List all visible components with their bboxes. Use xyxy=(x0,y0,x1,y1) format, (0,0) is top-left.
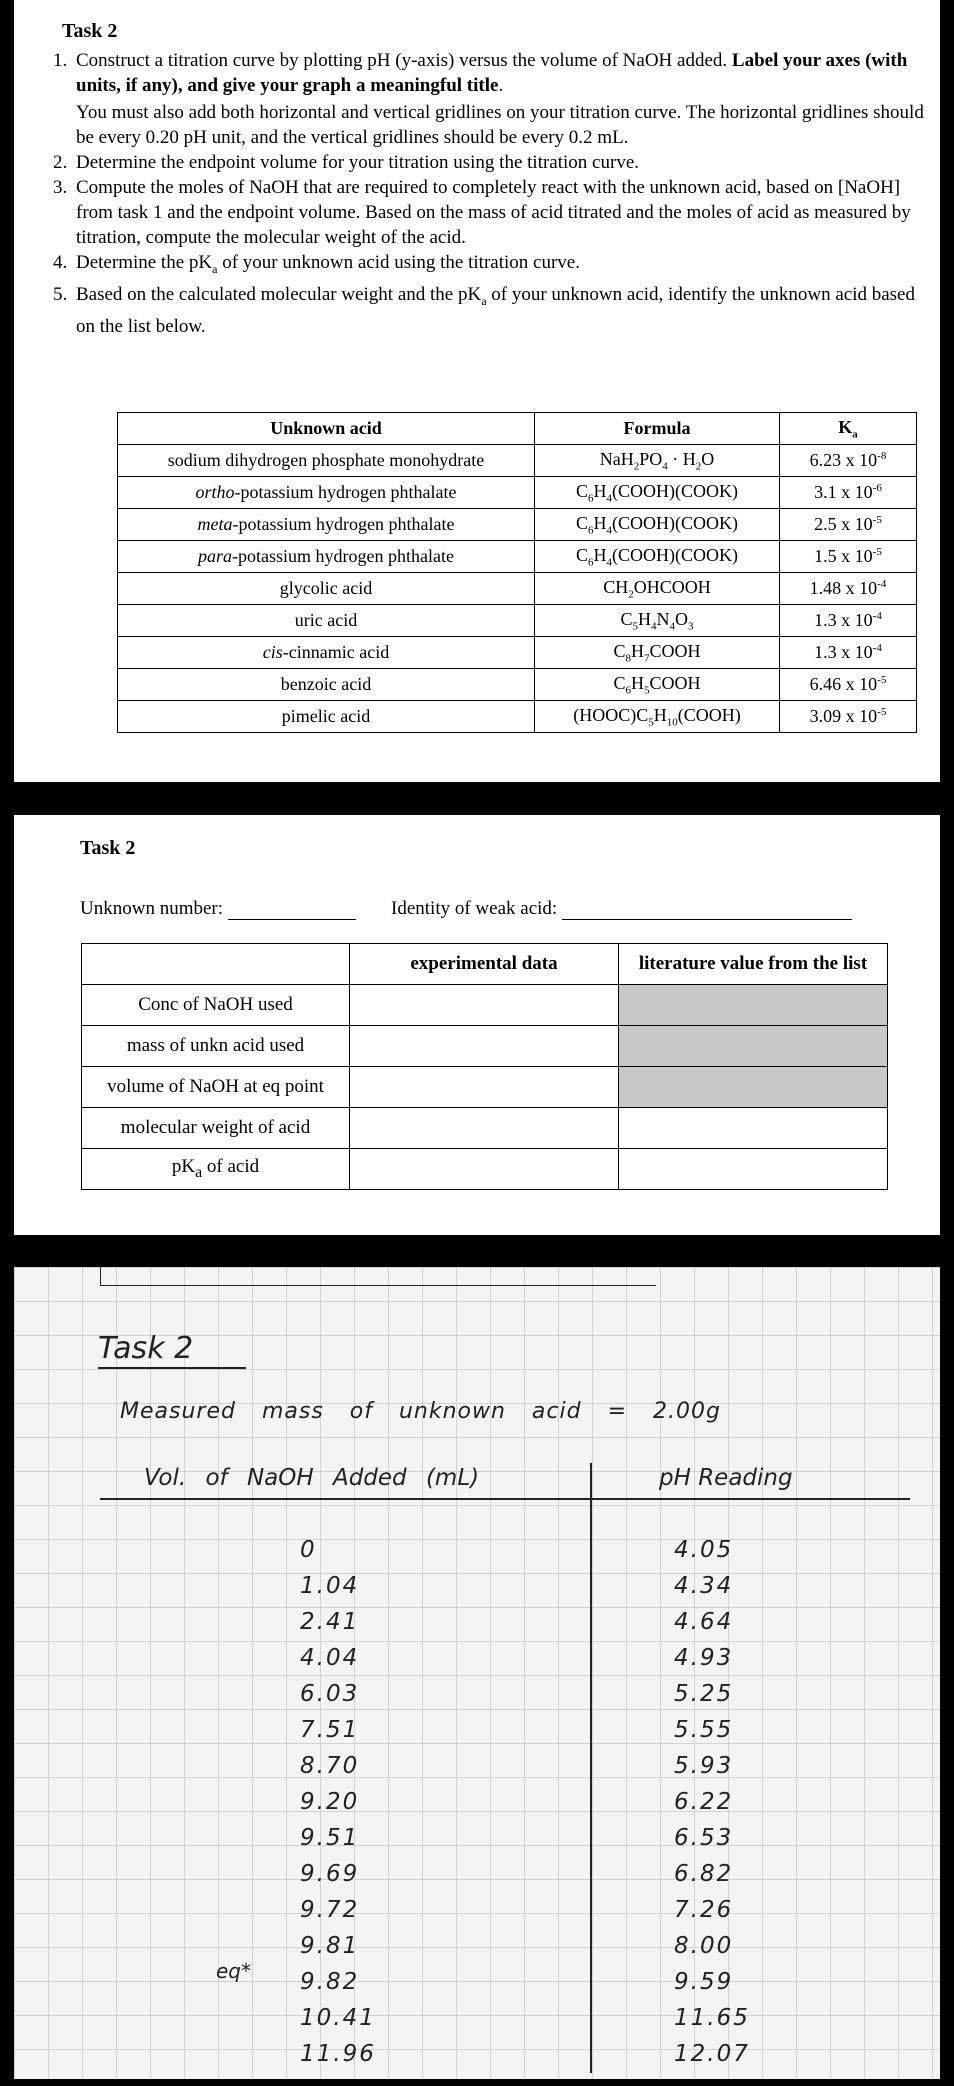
unknown-acid-table xyxy=(117,412,917,733)
acid-table-header: $K_a$ xyxy=(780,413,917,445)
acid-table-cell: $(HOOC)C_5H_{10}(COOH)$ xyxy=(535,701,780,733)
acid-table-row xyxy=(118,445,917,477)
instruction-step: 4. Determine the $pK_a$ of your unknown acid using the titration curve. xyxy=(72,250,932,282)
volume-reading: 1.04 xyxy=(300,1573,360,1599)
identity-field[interactable] xyxy=(391,898,852,920)
volume-reading: 9.72 xyxy=(300,1897,360,1923)
worksheet-panel xyxy=(14,815,940,1235)
worksheet-title: Task 2 xyxy=(80,837,136,859)
acid-table-cell: 6.46 x $10^{-5}$ xyxy=(780,669,917,701)
acid-table-row xyxy=(118,605,917,637)
results-table-row xyxy=(82,985,888,1026)
identity-label: Identity of weak acid: xyxy=(391,898,558,919)
acid-table-row xyxy=(118,573,917,605)
instruction-steps xyxy=(44,48,932,339)
ph-reading: 6.82 xyxy=(674,1861,734,1887)
acid-table-row xyxy=(118,701,917,733)
identity-blank[interactable] xyxy=(562,919,852,920)
unknown-number-label: Unknown number: xyxy=(80,898,224,919)
acid-table-cell: 6.23 x $10^{-8}$ xyxy=(780,445,917,477)
volume-reading: 9.69 xyxy=(300,1861,360,1887)
task-title: Task 2 xyxy=(62,20,118,42)
acid-table-cell: para-potassium hydrogen phthalate xyxy=(118,541,535,573)
instruction-step: 5. Based on the calculated molecular weight and the $pK_a$ of your unknown acid, identify the unknown acid based on the list below. xyxy=(72,282,932,339)
ph-reading: 5.25 xyxy=(674,1681,734,1707)
acid-table-cell: benzoic acid xyxy=(118,669,535,701)
ph-reading: 11.65 xyxy=(674,2005,750,2031)
volume-reading: 2.41 xyxy=(300,1609,360,1635)
literature-value-cell xyxy=(619,1067,888,1108)
unknown-number-blank[interactable] xyxy=(228,919,356,920)
acid-table-cell: 1.3 x $10^{-4}$ xyxy=(780,605,917,637)
column-divider xyxy=(590,1463,592,2073)
volume-reading: 4.04 xyxy=(300,1645,360,1671)
acid-table-cell: 3.1 x $10^{-6}$ xyxy=(780,477,917,509)
acid-table-cell: sodium dihydrogen phosphate monohydrate xyxy=(118,445,535,477)
acid-table-cell: glycolic acid xyxy=(118,573,535,605)
experimental-data-cell[interactable] xyxy=(350,1108,619,1149)
experimental-data-cell[interactable] xyxy=(350,1026,619,1067)
volume-reading: 6.03 xyxy=(300,1681,360,1707)
acid-table-cell: pimelic acid xyxy=(118,701,535,733)
ph-reading: 7.26 xyxy=(674,1897,734,1923)
instruction-note: You must also add both horizontal and vertical gridlines on your titration curve. The horizontal gridlines should be every 0.20 pH unit, and the vertical gridlines should be every 0.2 mL. xyxy=(76,102,924,148)
acid-table-cell: uric acid xyxy=(118,605,535,637)
ph-reading: 8.00 xyxy=(674,1933,734,1959)
acid-table-cell: 1.3 x $10^{-4}$ xyxy=(780,637,917,669)
experimental-data-cell[interactable] xyxy=(350,1149,619,1190)
volume-reading: 9.82 xyxy=(300,1969,360,1995)
ph-reading: 6.22 xyxy=(674,1789,734,1815)
results-row-label: volume of NaOH at eq point xyxy=(82,1067,350,1108)
ph-reading: 5.93 xyxy=(674,1753,734,1779)
results-table-header: experimental data xyxy=(350,944,619,985)
acid-table-cell: 1.5 x $10^{-5}$ xyxy=(780,541,917,573)
volume-reading: 9.81 xyxy=(300,1933,360,1959)
ph-reading: 5.55 xyxy=(674,1717,734,1743)
acid-table-cell: $C_5H_4N_4O_3$ xyxy=(535,605,780,637)
volume-reading: 9.51 xyxy=(300,1825,360,1851)
acid-table-cell: $C_6H_4(COOH)(COOK)$ xyxy=(535,541,780,573)
acid-table-cell: 1.48 x $10^{-4}$ xyxy=(780,573,917,605)
acid-table-cell: 3.09 x $10^{-5}$ xyxy=(780,701,917,733)
results-table-row xyxy=(82,1026,888,1067)
column-header-ph: pH Reading xyxy=(659,1465,793,1491)
volume-reading: 8.70 xyxy=(300,1753,360,1779)
acid-table-cell: meta-potassium hydrogen phthalate xyxy=(118,509,535,541)
volume-reading: 0 xyxy=(300,1537,317,1563)
acid-table-row xyxy=(118,477,917,509)
experimental-data-cell[interactable] xyxy=(350,1067,619,1108)
results-row-label: mass of unkn acid used xyxy=(82,1026,350,1067)
column-header-volume: Vol. of NaOH Added (mL) xyxy=(144,1465,480,1491)
volume-reading: 9.20 xyxy=(300,1789,360,1815)
literature-value-cell[interactable] xyxy=(619,1149,888,1190)
acid-table-row xyxy=(118,637,917,669)
instruction-step: 2. Determine the endpoint volume for your titration using the titration curve. xyxy=(72,150,932,175)
results-table-header xyxy=(82,944,350,985)
results-table-row xyxy=(82,1149,888,1190)
results-row-label: $pK_a$ of acid xyxy=(82,1149,350,1190)
ph-reading: 9.59 xyxy=(674,1969,734,1995)
paper-edge-line xyxy=(100,1267,101,1285)
results-table-header: literature value from the list xyxy=(619,944,888,985)
acid-table-row xyxy=(118,509,917,541)
title-underline xyxy=(98,1367,246,1369)
ph-reading: 6.53 xyxy=(674,1825,734,1851)
acid-table-header: Unknown acid xyxy=(118,413,535,445)
volume-reading: 10.41 xyxy=(300,2005,376,2031)
ph-reading: 12.07 xyxy=(674,2041,750,2067)
instruction-step: 3. Compute the moles of NaOH that are required to completely react with the unknown acid, based on [NaOH] from task 1 and the endpoint volume. Based on the mass of acid titrated and the moles of acid as measured by titration, compute the molecular weight of the acid. xyxy=(72,175,932,250)
ph-reading: 4.05 xyxy=(674,1537,734,1563)
ph-reading: 4.93 xyxy=(674,1645,734,1671)
results-row-label: molecular weight of acid xyxy=(82,1108,350,1149)
ph-reading: 4.34 xyxy=(674,1573,734,1599)
volume-reading: 11.96 xyxy=(300,2041,376,2067)
acid-table-cell: $C_6H_4(COOH)(COOK)$ xyxy=(535,477,780,509)
results-table xyxy=(81,943,888,1190)
acid-table-cell: $NaH_2PO_4 \cdot H_2O$ xyxy=(535,445,780,477)
experimental-data-cell[interactable] xyxy=(350,985,619,1026)
paper-edge-line xyxy=(100,1285,656,1286)
acid-table-cell: ortho-potassium hydrogen phthalate xyxy=(118,477,535,509)
handwritten-notes xyxy=(14,1267,940,2079)
eq-marker: eq* xyxy=(216,1959,251,1983)
literature-value-cell xyxy=(619,985,888,1026)
acid-table-cell: $C_6H_5COOH$ xyxy=(535,669,780,701)
acid-table-cell: $CH_2OHCOOH$ xyxy=(535,573,780,605)
results-row-label: Conc of NaOH used xyxy=(82,985,350,1026)
acid-table-cell: cis-cinnamic acid xyxy=(118,637,535,669)
results-table-row xyxy=(82,1108,888,1149)
acid-table-cell: $C_6H_4(COOH)(COOK)$ xyxy=(535,509,780,541)
header-rule xyxy=(100,1498,910,1500)
instructions-panel xyxy=(14,0,940,782)
unknown-number-field[interactable] xyxy=(80,898,356,920)
acid-table-header: Formula xyxy=(535,413,780,445)
ph-reading: 4.64 xyxy=(674,1609,734,1635)
volume-reading: 7.51 xyxy=(300,1717,360,1743)
literature-value-cell xyxy=(619,1026,888,1067)
acid-table-row xyxy=(118,541,917,573)
results-table-row xyxy=(82,1067,888,1108)
acid-table-cell: $C_8H_7COOH$ xyxy=(535,637,780,669)
literature-value-cell[interactable] xyxy=(619,1108,888,1149)
notes-title: Task 2 xyxy=(98,1331,194,1366)
measured-mass: Measured mass of unknown acid = 2.00g xyxy=(120,1399,721,1424)
acid-table-row xyxy=(118,669,917,701)
instruction-step: 1. Construct a titration curve by plotting pH (y-axis) versus the volume of NaOH added. Label your axes (with units, if any), and give your graph a meaningful title. You must also add both horizontal and vertical gridlines on your titration curve. The horizontal gridlines should be every 0.20 pH unit, and the vertical gridlines should be every 0.2 mL. xyxy=(72,48,932,150)
acid-table-cell: 2.5 x $10^{-5}$ xyxy=(780,509,917,541)
